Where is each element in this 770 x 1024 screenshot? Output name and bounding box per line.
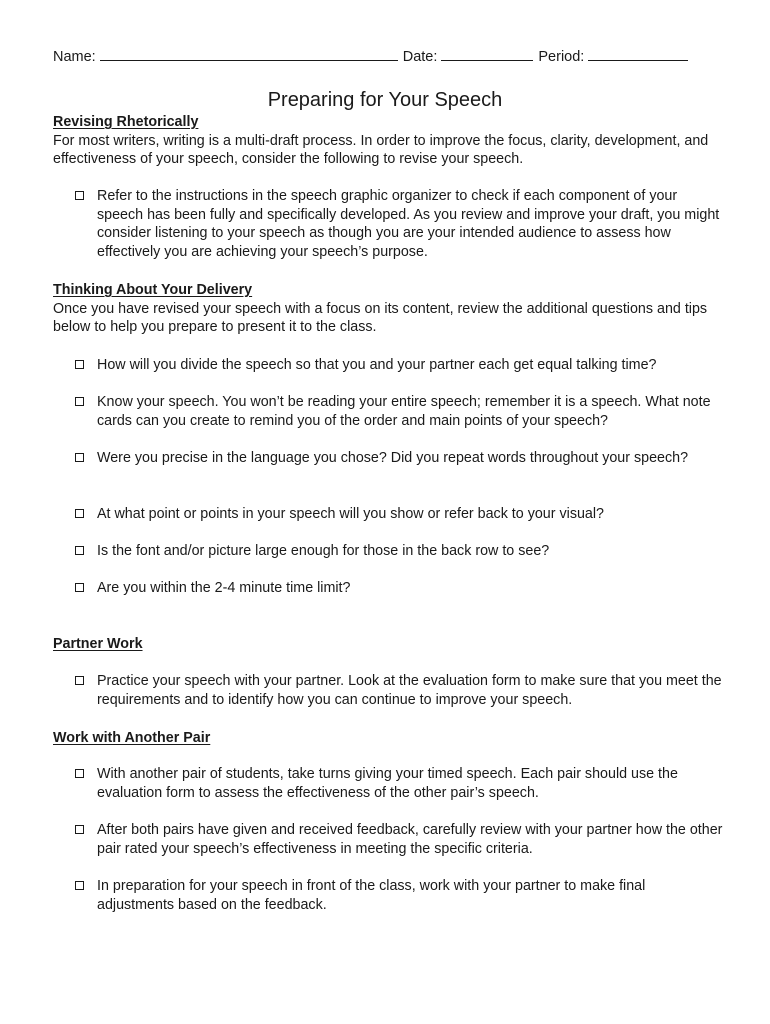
checklist-item-text: Practice your speech with your partner. Look at the evaluation form to make sure that you meet the requirements and to identify how you can continue to improve your speech.	[97, 673, 722, 708]
checklist-item	[75, 821, 725, 858]
checkbox-icon	[75, 360, 84, 369]
checklist-item	[75, 505, 725, 524]
date-blank	[441, 47, 533, 61]
checkbox-icon	[75, 453, 84, 462]
checklist-item	[75, 765, 725, 802]
checkbox-icon	[75, 769, 84, 778]
checklist-item	[75, 449, 725, 468]
section-heading: Revising Rhetorically	[53, 114, 199, 130]
checkbox-icon	[75, 676, 84, 685]
name-label: Name:	[53, 49, 96, 65]
checklist-item	[75, 187, 725, 261]
section-heading: Thinking About Your Delivery	[53, 282, 253, 298]
section-heading: Partner Work	[53, 636, 143, 652]
name-blank	[100, 47, 398, 61]
checklist-item-text: Know your speech. You won’t be reading your entire speech; remember it is a speech. What note cards can you create to remind you of the order and main points of your speech?	[97, 394, 711, 429]
checklist-item	[75, 356, 725, 375]
period-blank	[588, 47, 688, 61]
checklist-item-text: After both pairs have given and received feedback, carefully review with your partner how the other pair rated your speech’s effectiveness in meeting the specific criteria.	[97, 822, 723, 857]
checkbox-icon	[75, 397, 84, 406]
checklist-item-text: Are you within the 2-4 minute time limit?	[97, 580, 351, 596]
page-title: Preparing for Your Speech	[267, 89, 503, 111]
section-partner-work	[53, 635, 723, 654]
checkbox-icon	[75, 583, 84, 592]
section-heading: Work with Another Pair	[53, 730, 211, 746]
checklist-item	[75, 542, 725, 561]
checklist-item-text: With another pair of students, take turns giving your timed speech. Each pair should use the evaluation form to assess the effectiveness of the other pair’s speech.	[97, 766, 678, 801]
checklist-item	[75, 579, 725, 598]
checklist-item-text: Were you precise in the language you chose? Did you repeat words throughout your speech?	[97, 450, 689, 466]
checkbox-icon	[75, 546, 84, 555]
period-label: Period:	[538, 49, 585, 65]
checklist-item	[75, 877, 725, 914]
section-delivery	[53, 281, 723, 337]
checklist-item-text: Is the font and/or picture large enough for those in the back row to see?	[97, 543, 550, 559]
checkbox-icon	[75, 509, 84, 518]
section-intro: For most writers, writing is a multi-draft process. In order to improve the focus, clarity, development, and effectiveness of your speech, consider the following to revise your speech.	[53, 132, 709, 168]
section-another-pair	[53, 729, 723, 748]
header-fields	[53, 47, 688, 66]
checkbox-icon	[75, 881, 84, 890]
checklist-item-text: At what point or points in your speech will you show or refer back to your visual?	[97, 506, 604, 522]
checklist-item	[75, 393, 725, 430]
checklist-item-text: Refer to the instructions in the speech graphic organizer to check if each component of your speech has been fully and specifically developed. As you review and improve your draft, you might consider listening to your speech as though you are your intended audience to assess how effectively you are achieving your speech’s purpose.	[97, 188, 720, 260]
checkbox-icon	[75, 825, 84, 834]
section-revising	[53, 113, 723, 169]
date-label: Date:	[402, 49, 438, 65]
section-intro: Once you have revised your speech with a focus on its content, review the additional questions and tips below to help you prepare to present it to the class.	[53, 300, 708, 336]
checklist-item	[75, 672, 725, 709]
checkbox-icon	[75, 191, 84, 200]
checklist-item-text: How will you divide the speech so that you and your partner each get equal talking time?	[97, 357, 657, 373]
checklist-item-text: In preparation for your speech in front of the class, work with your partner to make final adjustments based on the feedback.	[97, 878, 646, 913]
